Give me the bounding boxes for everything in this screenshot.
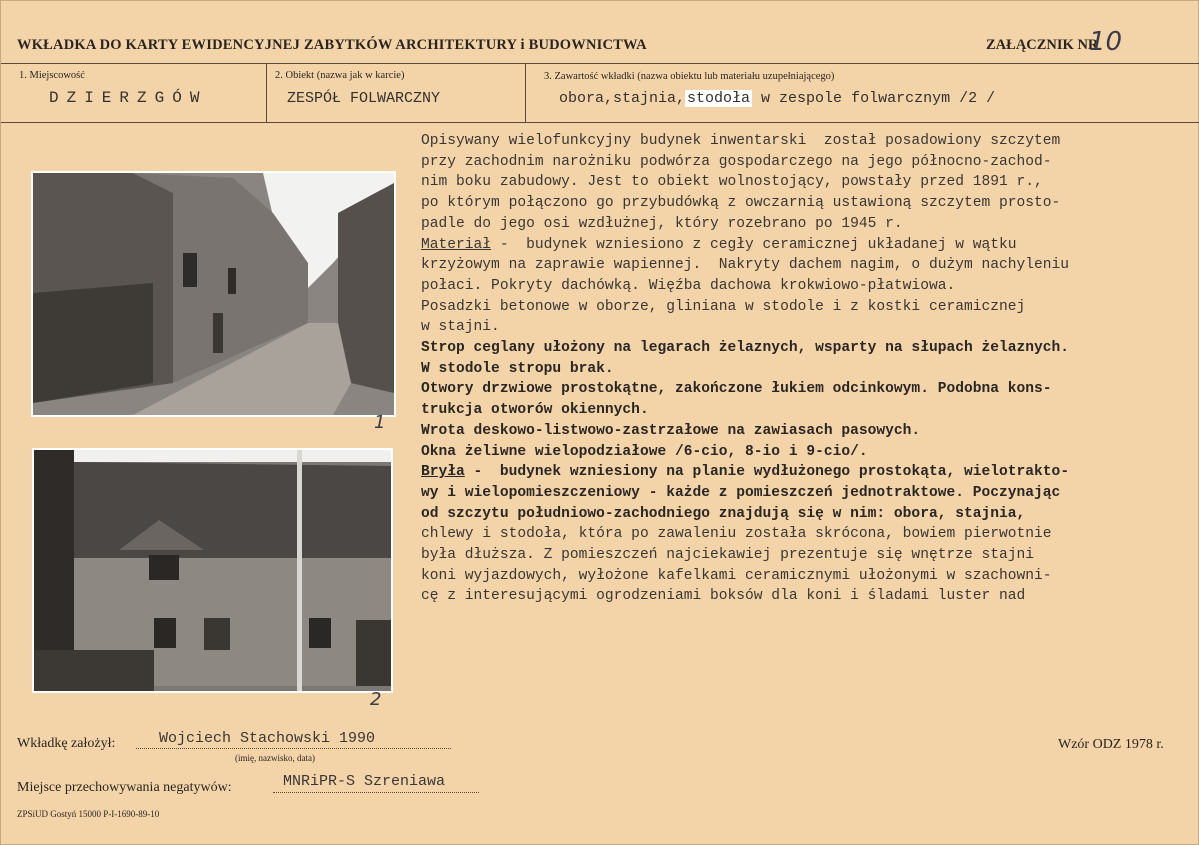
author-label: Wkładkę założył: [17,736,116,751]
section-heading-form: Bryła [421,464,465,481]
storage-label: Miejsce przechowywania negatywów: [17,780,232,795]
fields-rule [1,122,1199,123]
description-line [421,462,1196,483]
description-line: po którym połączono go przybudówką z owczarnią ustawioną szczytem prosto- [421,195,1061,212]
photo2-number: 2 [370,689,382,710]
description-segment: - budynek wzniesiony na planie wydłużonego prostokąta, wielotrakto- [464,464,1070,481]
locality-value: DZIERZGÓW [49,89,208,107]
description-line: w stajni. [421,319,500,336]
contents-part-highlight: stodoła [687,90,751,107]
description-line: padle do jego osi wzdłużnej, który rozebrano po 1945 r. [421,215,903,232]
description-line: była dłuższa. Z pomieszczeń najciekawiej prezentuje się wnętrze stajni [421,547,1035,564]
field-divider-1 [266,63,267,122]
description-line: nim boku zabudowy. Jest to obiekt wolnostojący, powstały przed 1891 r., [421,174,1043,191]
printer-imprint: ZPSiUD Gostyń 15000 P-I-1690-89-10 [17,809,160,819]
description-line: krzyżowym na zaprawie wapiennej. Nakryty dachem nagim, o dużym nachyleniu [421,257,1070,274]
storage-value: MNRiPR-S Szreniawa [283,773,446,790]
description-line: przy zachodnim narożniku podwórza gospodarczego na jego północno-zachod- [421,153,1052,170]
field-divider-2 [525,63,526,122]
author-hint: (imię, nazwisko, data) [235,753,315,763]
contents-part-a: obora,stajnia, [559,90,686,107]
contents-value [559,90,995,107]
annex-number: 10 [1089,27,1123,57]
description-line: Strop ceglany ułożony na legarach żelaznych, wsparty na słupach żelaznych. [421,340,1070,357]
locality-label: 1. Miejscowość [19,70,85,81]
description-line: koni wyjazdowych, wyłożone kafelkami ceramicznymi ułożonymi w szachowni- [421,567,1052,584]
card-title: WKŁADKA DO KARTY EWIDENCYJNEJ ZABYTKÓW ARCHITEKTURY i BUDOWNICTWA [17,37,647,53]
description-line: Okna żeliwne wielopodziałowe /6-cio, 8-io i 9-cio/. [421,443,868,460]
description-line: od szczytu południowo-zachodniego znajdują się w nim: obora, stajnia, [421,505,1026,522]
description-line: Otwory drzwiowe prostokątne, zakończone łukiem odcinkowym. Podobna kons- [421,381,1052,398]
author-value: Wojciech Stachowski 1990 [159,730,376,747]
description-line: Wrota deskowo-listwowo-zastrzałowe na zawiasach pasowych. [421,422,921,439]
photo1-number: 1 [374,412,386,433]
author-dotline [136,748,451,749]
contents-part-c: w zespole folwarcznym /2 / [752,90,996,107]
description-text [421,131,1196,607]
description-line: cę z interesującymi ogrodzeniami boksów dla koni i śladami luster nad [421,588,1026,605]
object-value: ZESPÓŁ FOLWARCZNY [287,90,441,107]
description-line: Posadzki betonowe w oborze, gliniana w stodole i z kostki ceramicznej [421,298,1026,315]
photo-barn-facade [32,448,393,693]
contents-label: 3. Zawartość wkładki (nazwa obiektu lub materiału uzupełniającego) [544,71,835,82]
annex-label: ZAŁĄCZNIK NR [986,37,1099,53]
description-segment: - budynek wzniesiono z cegły ceramicznej układanej w wątku [491,236,1017,253]
description-line: trukcja otworów okiennych. [421,402,649,419]
description-line: wy i wielopomieszczeniowy - każde z pomieszczeń jednotraktowe. Poczynając [421,484,1061,501]
description-line: chlewy i stodoła, która po zawaleniu została skrócona, bowiem pierwotnie [421,526,1052,543]
description-line: Opisywany wielofunkcyjny budynek inwentarski został posadowiony szczytem [421,133,1061,149]
description-line [421,235,1196,256]
header-rule [1,63,1199,64]
description-line: połaci. Pokryty dachówką. Więźba dachowa krokwiowo-płatwiowa. [421,277,956,294]
section-heading-material: Materiał [421,236,492,253]
photo-courtyard-alley [31,171,396,417]
template-version: Wzór ODZ 1978 r. [1058,737,1164,752]
storage-dotline [273,792,479,793]
object-label: 2. Obiekt (nazwa jak w karcie) [275,70,405,81]
description-line: W stodole stropu brak. [421,360,614,377]
